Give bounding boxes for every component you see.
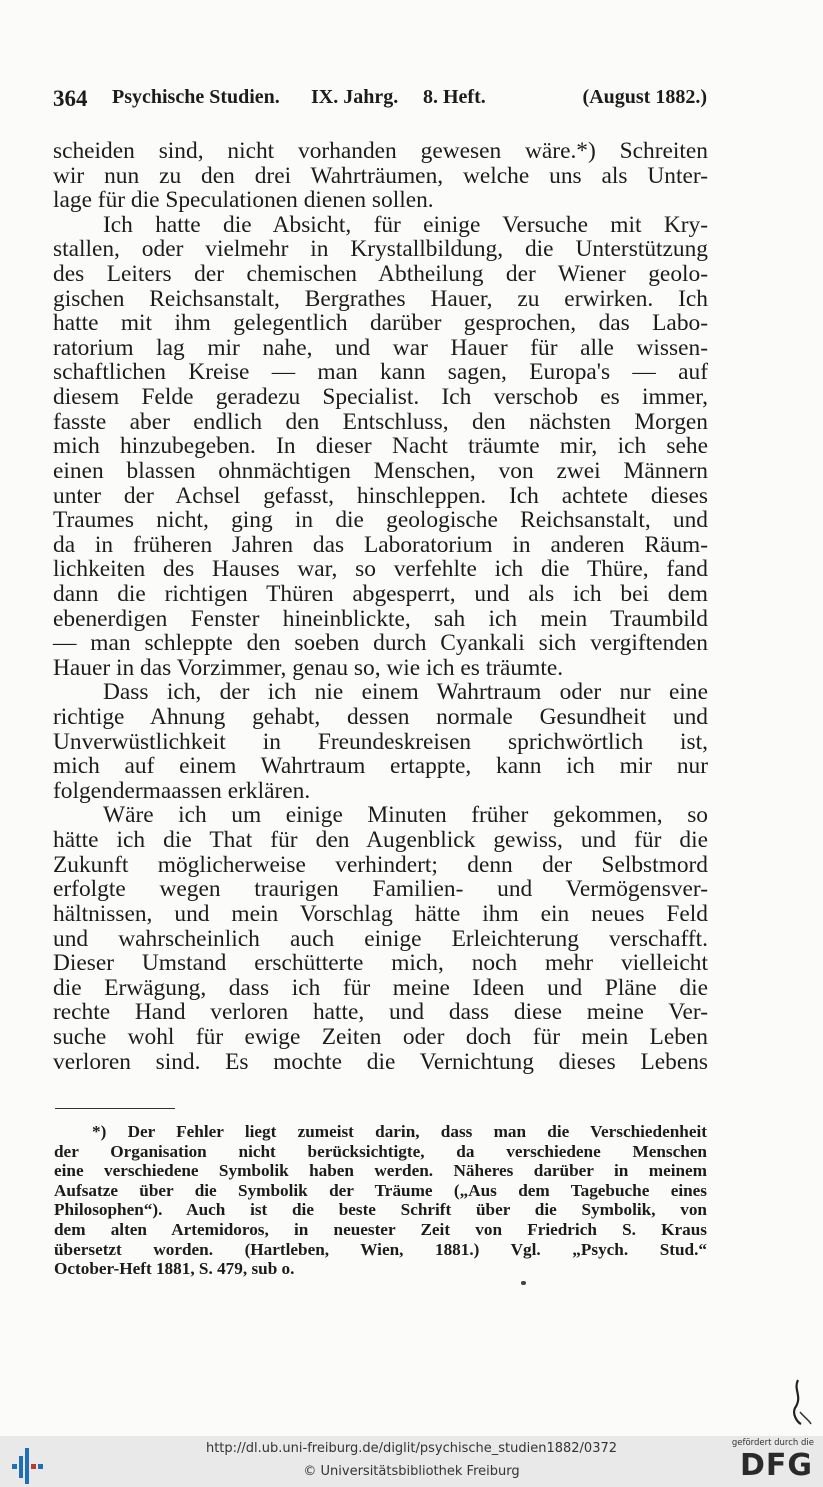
- text-line: richtige Ahnung gehabt, dessen normale Gesundheit und: [53, 704, 708, 731]
- text-line: folgendermaassen erklären.: [53, 777, 311, 804]
- text-line: des Leiters der chemischen Abtheilung der Wiener geolo-: [53, 261, 708, 288]
- text-line: Unverwüstlichkeit in Freundeskreisen sprichwörtlich ist,: [53, 728, 708, 755]
- text-line: Traumes nicht, ging in die geologische Reichsanstalt, und: [53, 507, 708, 534]
- text-line: gischen Reichsanstalt, Bergrathes Hauer, zu erwirken. Ich: [53, 285, 708, 312]
- text-line: erfolgte wegen traurigen Familien- und Vermögensver-: [53, 876, 708, 903]
- ink-speck: [521, 1281, 526, 1285]
- text-line: rechte Hand verloren hatte, und dass diese meine Ver-: [53, 999, 708, 1026]
- dfg-tagline: gefördert durch die: [731, 1438, 814, 1448]
- text-line: Dieser Umstand erschütterte mich, noch mehr vielleicht: [53, 950, 708, 977]
- footnote-line: dem alten Artemidoros, in neuester Zeit von Friedrich S. Kraus: [54, 1219, 707, 1239]
- footnote-line: October-Heft 1881, S. 479, sub o.: [54, 1259, 295, 1279]
- text-line: lage für die Speculationen dienen sollen.: [53, 187, 434, 214]
- text-line: lichkeiten des Hauses war, so verfehlte ich die Thüre, fand: [53, 556, 708, 583]
- text-line: ebenerdigen Fenster hineinblickte, sah ich mein Traumbild: [53, 605, 708, 632]
- text-line: Wäre ich um einige Minuten früher gekommen, so: [103, 802, 708, 829]
- text-line: stallen, oder vielmehr in Krystallbildung, die Unterstützung: [53, 236, 708, 263]
- text-line: da in früheren Jahren das Laboratorium in anderen Räum-: [53, 531, 708, 558]
- footnote-line: eine verschiedene Symbolik haben werden. Näheres darüber in meinem: [54, 1161, 707, 1181]
- journal-title: Psychische Studien.: [112, 86, 280, 108]
- text-line: diesem Felde geradezu Specialist. Ich verschob es immer,: [53, 384, 708, 411]
- footnote-divider: [55, 1108, 175, 1109]
- footnote: [54, 1122, 707, 1279]
- text-line: Hauer in das Vorzimmer, genau so, wie ich es träumte.: [53, 654, 564, 681]
- text-line: Ich hatte die Absicht, für einige Versuche mit Kry-: [103, 211, 708, 238]
- text-line: suche wohl für ewige Zeiten oder doch für mein Leben: [53, 1023, 708, 1050]
- footnote-line: Philosophen“). Auch ist die beste Schrift über die Symbolik, von: [54, 1200, 707, 1220]
- text-line: einen blassen ohnmächtigen Menschen, von zwei Männern: [53, 457, 708, 484]
- text-line: hatte mit ihm gelegentlich darüber gesprochen, das Labo-: [53, 310, 708, 337]
- footnote-line: der Organisation nicht berücksichtigte, da verschiedene Menschen: [54, 1141, 707, 1161]
- bookmark-ribbon-icon: [789, 1378, 813, 1426]
- viewer-footer: [0, 1436, 823, 1487]
- text-line: mich hinzubegeben. In dieser Nacht träumte mir, ich sehe: [53, 433, 708, 460]
- running-header: [53, 86, 713, 116]
- text-line: dann die richtigen Thüren abgesperrt, und als ich bei dem: [53, 580, 708, 607]
- permalink-url[interactable]: http://dl.ub.uni-freiburg.de/diglit/psychische_studien1882/0372: [205, 1441, 618, 1456]
- text-line: scheiden sind, nicht vorhanden gewesen wäre.*) Schreiten: [53, 138, 708, 164]
- footnote-line: übersetzt worden. (Hartleben, Wien, 1881.) Vgl. „Psych. Stud.“: [54, 1239, 707, 1259]
- footnote-line: Aufsatze über die Symbolik der Träume („Aus dem Tagebuche eines: [54, 1180, 707, 1200]
- text-line: verloren sind. Es mochte die Vernichtung dieses Lebens: [53, 1048, 708, 1075]
- dfg-logo: DFG: [739, 1448, 813, 1483]
- text-line: schaftlichen Kreise — man kann sagen, Europa's — auf: [53, 359, 708, 386]
- text-line: und wahrscheinlich auch einige Erleichterung verschafft.: [53, 925, 708, 952]
- text-line: ratorium lag mir nahe, und war Hauer für alle wissen-: [53, 334, 708, 361]
- text-line: die Erwägung, dass ich für meine Ideen und Pläne die: [53, 974, 708, 1001]
- page-number: 364: [53, 86, 88, 111]
- text-line: Dass ich, der ich nie einem Wahrtraum oder nur eine: [103, 679, 708, 706]
- text-line: hältnissen, und mein Vorschlag hätte ihm ein neues Feld: [53, 900, 708, 927]
- text-line: Zukunft möglicherweise verhindert; denn der Selbstmord: [53, 851, 708, 878]
- text-line: unter der Achsel gefasst, hinschleppen. Ich achtete dieses: [53, 482, 708, 509]
- text-line: hätte ich die That für den Augenblick gewiss, und für die: [53, 827, 708, 854]
- text-line: wir nun zu den drei Wahrträumen, welche uns als Unter-: [53, 162, 708, 189]
- text-line: mich auf einem Wahrtraum ertappte, kann ich mir nur: [53, 753, 708, 780]
- footnote-line: *) Der Fehler liegt zumeist darin, dass man die Verschiedenheit: [92, 1122, 707, 1141]
- text-line: — man schleppte den soeben durch Cyankali sich vergiftenden: [53, 630, 708, 657]
- copyright-notice: © Universitätsbibliothek Freiburg: [303, 1464, 520, 1479]
- volume-label: IX. Jahrg.: [311, 86, 399, 108]
- text-line: fasste aber endlich den Entschluss, den nächsten Morgen: [53, 408, 708, 435]
- issue-date: (August 1882.): [582, 86, 707, 108]
- body-text: [53, 139, 708, 1074]
- issue-label: 8. Heft.: [423, 86, 486, 108]
